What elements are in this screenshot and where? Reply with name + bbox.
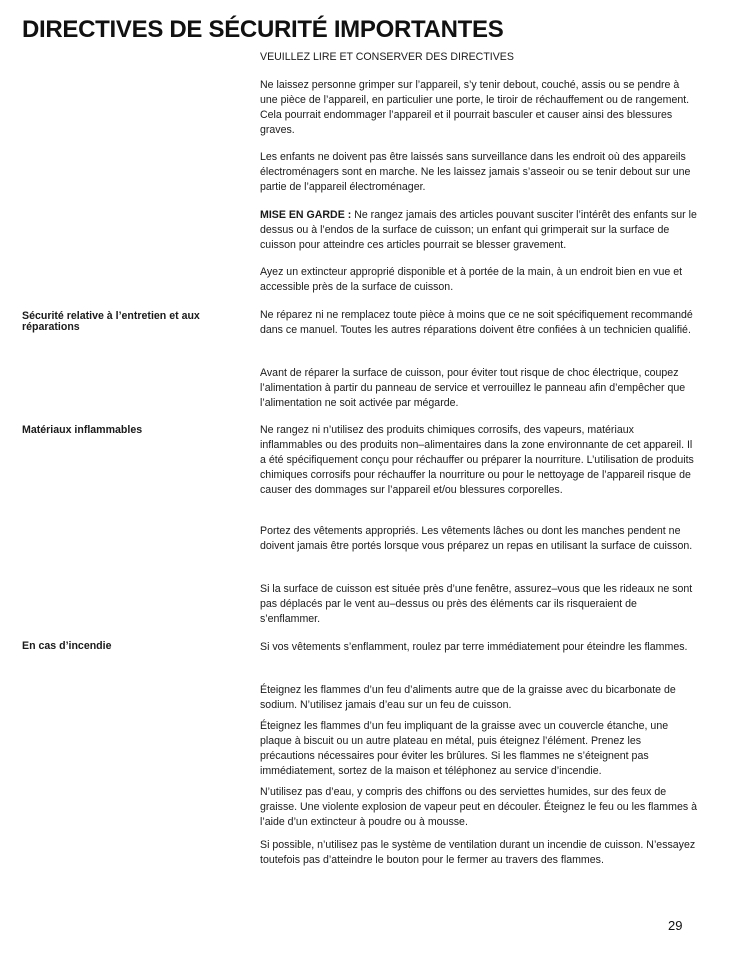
fire-paragraph: Éteignez les flammes d’un feu d’aliments autre que de la graisse avec du bicarbonate de sodium. N’utilisez jamais d’eau sur un feu de cuisson.: [260, 684, 676, 711]
flammable-paragraph: Si la surface de cuisson est située près d’une fenêtre, assurez–vous que les rideaux ne sont pas déplacés par le vent au–dessus ou près des éléments car ils risqueraient de s’enflammer.: [260, 583, 693, 625]
section-heading-maintenance: Sécurité relative à l’entretien et aux réparations: [22, 310, 200, 333]
general-paragraph: Ne laissez personne grimper sur l’appareil, s’y tenir debout, couché, assis ou se pendre à une pièce de l’appareil, en particulier une porte, le tiroir de réchauffement ou de rangement. Cela pourrait endommager l’appareil et il pourrait basculer et causer ainsi des blessures graves.: [260, 79, 690, 136]
section-heading-fire: En cas d’incendie: [22, 640, 112, 652]
warning-text: Ne rangez jamais des articles pouvant susciter l’intérêt des enfants sur le dessus ou à l’endos de la surface de cuisson; un enfant qui grimperait sur la surface de cuisson pour atteindre ces articles pourrait se blesser gravement.: [260, 209, 697, 251]
page-number: 29: [668, 918, 683, 933]
flammable-paragraph: Ne rangez ni n’utilisez des produits chimiques corrosifs, des vapeurs, matériaux inflammables ou des produits non–alimentaires dans la zone environnante de cet appareil. Il a été spécifiquement conçu pour réchauffer ou préparer la nourriture. L’utilisation de produits chimiques corrosifs pour réchauffer la nourriture ou pour le nettoyage de l’appareil risque de causer des dommages sur l’appareil et/ou blessures corporelles.: [260, 424, 694, 496]
maintenance-paragraph: Avant de réparer la surface de cuisson, pour éviter tout risque de choc électrique, coupez l’alimentation à partir du panneau de service et verrouillez le panneau afin d’empêcher que l’alimentation ne soit activée par mégarde.: [260, 367, 686, 409]
fire-paragraph: Éteignez les flammes d’un feu impliquant de la graisse avec un couvercle étanche, une plaque à biscuit ou un autre plateau en métal, puis éteignez l’élément. Prenez les précautions nécessaires pour éviter les brûlures. Si les flammes ne s’éteignent pas immédiatement, sortez de la maison et téléphonez au service d’incendie.: [260, 720, 669, 777]
general-paragraph: Ayez un extincteur approprié disponible et à portée de la main, à un endroit bien en vue et accessible près de la surface de cuisson.: [260, 266, 683, 293]
fire-paragraph: N’utilisez pas d’eau, y compris des chiffons ou des serviettes humides, sur des feux de graisse. Une violente explosion de vapeur peut en découler. Éteignez le feu ou les flammes à l’aide d’un extincteur à poudre ou à mousse.: [260, 786, 697, 828]
section-heading-flammable: Matériaux inflammables: [22, 424, 143, 436]
page-title: DIRECTIVES DE SÉCURITÉ IMPORTANTES: [22, 16, 504, 43]
fire-paragraph: Si possible, n’utilisez pas le système de ventilation durant un incendie de cuisson. N’essayez toutefois pas d’atteindre le bouton pour le fermer au travers des flammes.: [260, 839, 696, 866]
maintenance-paragraph: Ne réparez ni ne remplacez toute pièce à moins que ce ne soit spécifiquement recommandé dans ce manuel. Toutes les autres réparations doivent être confiées à un technicien qualifié.: [260, 309, 693, 336]
subtitle: VEUILLEZ LIRE ET CONSERVER DES DIRECTIVES: [260, 51, 514, 63]
flammable-paragraph: Portez des vêtements appropriés. Les vêtements lâches ou dont les manches pendent ne doivent jamais être portés lorsque vous préparez un repas en utilisant la surface de cuisson.: [260, 525, 693, 552]
warning-paragraph: [260, 208, 698, 253]
fire-paragraph: Si vos vêtements s’enflamment, roulez par terre immédiatement pour éteindre les flammes.: [260, 641, 688, 653]
general-paragraph: Les enfants ne doivent pas être laissés sans surveillance dans les endroit où des appareils électroménagers sont en marche. Ne les laissez jamais s’asseoir ou se tenir debout sur une partie de l’appareil électroménager.: [260, 151, 691, 193]
warning-label: MISE EN GARDE :: [260, 209, 352, 221]
